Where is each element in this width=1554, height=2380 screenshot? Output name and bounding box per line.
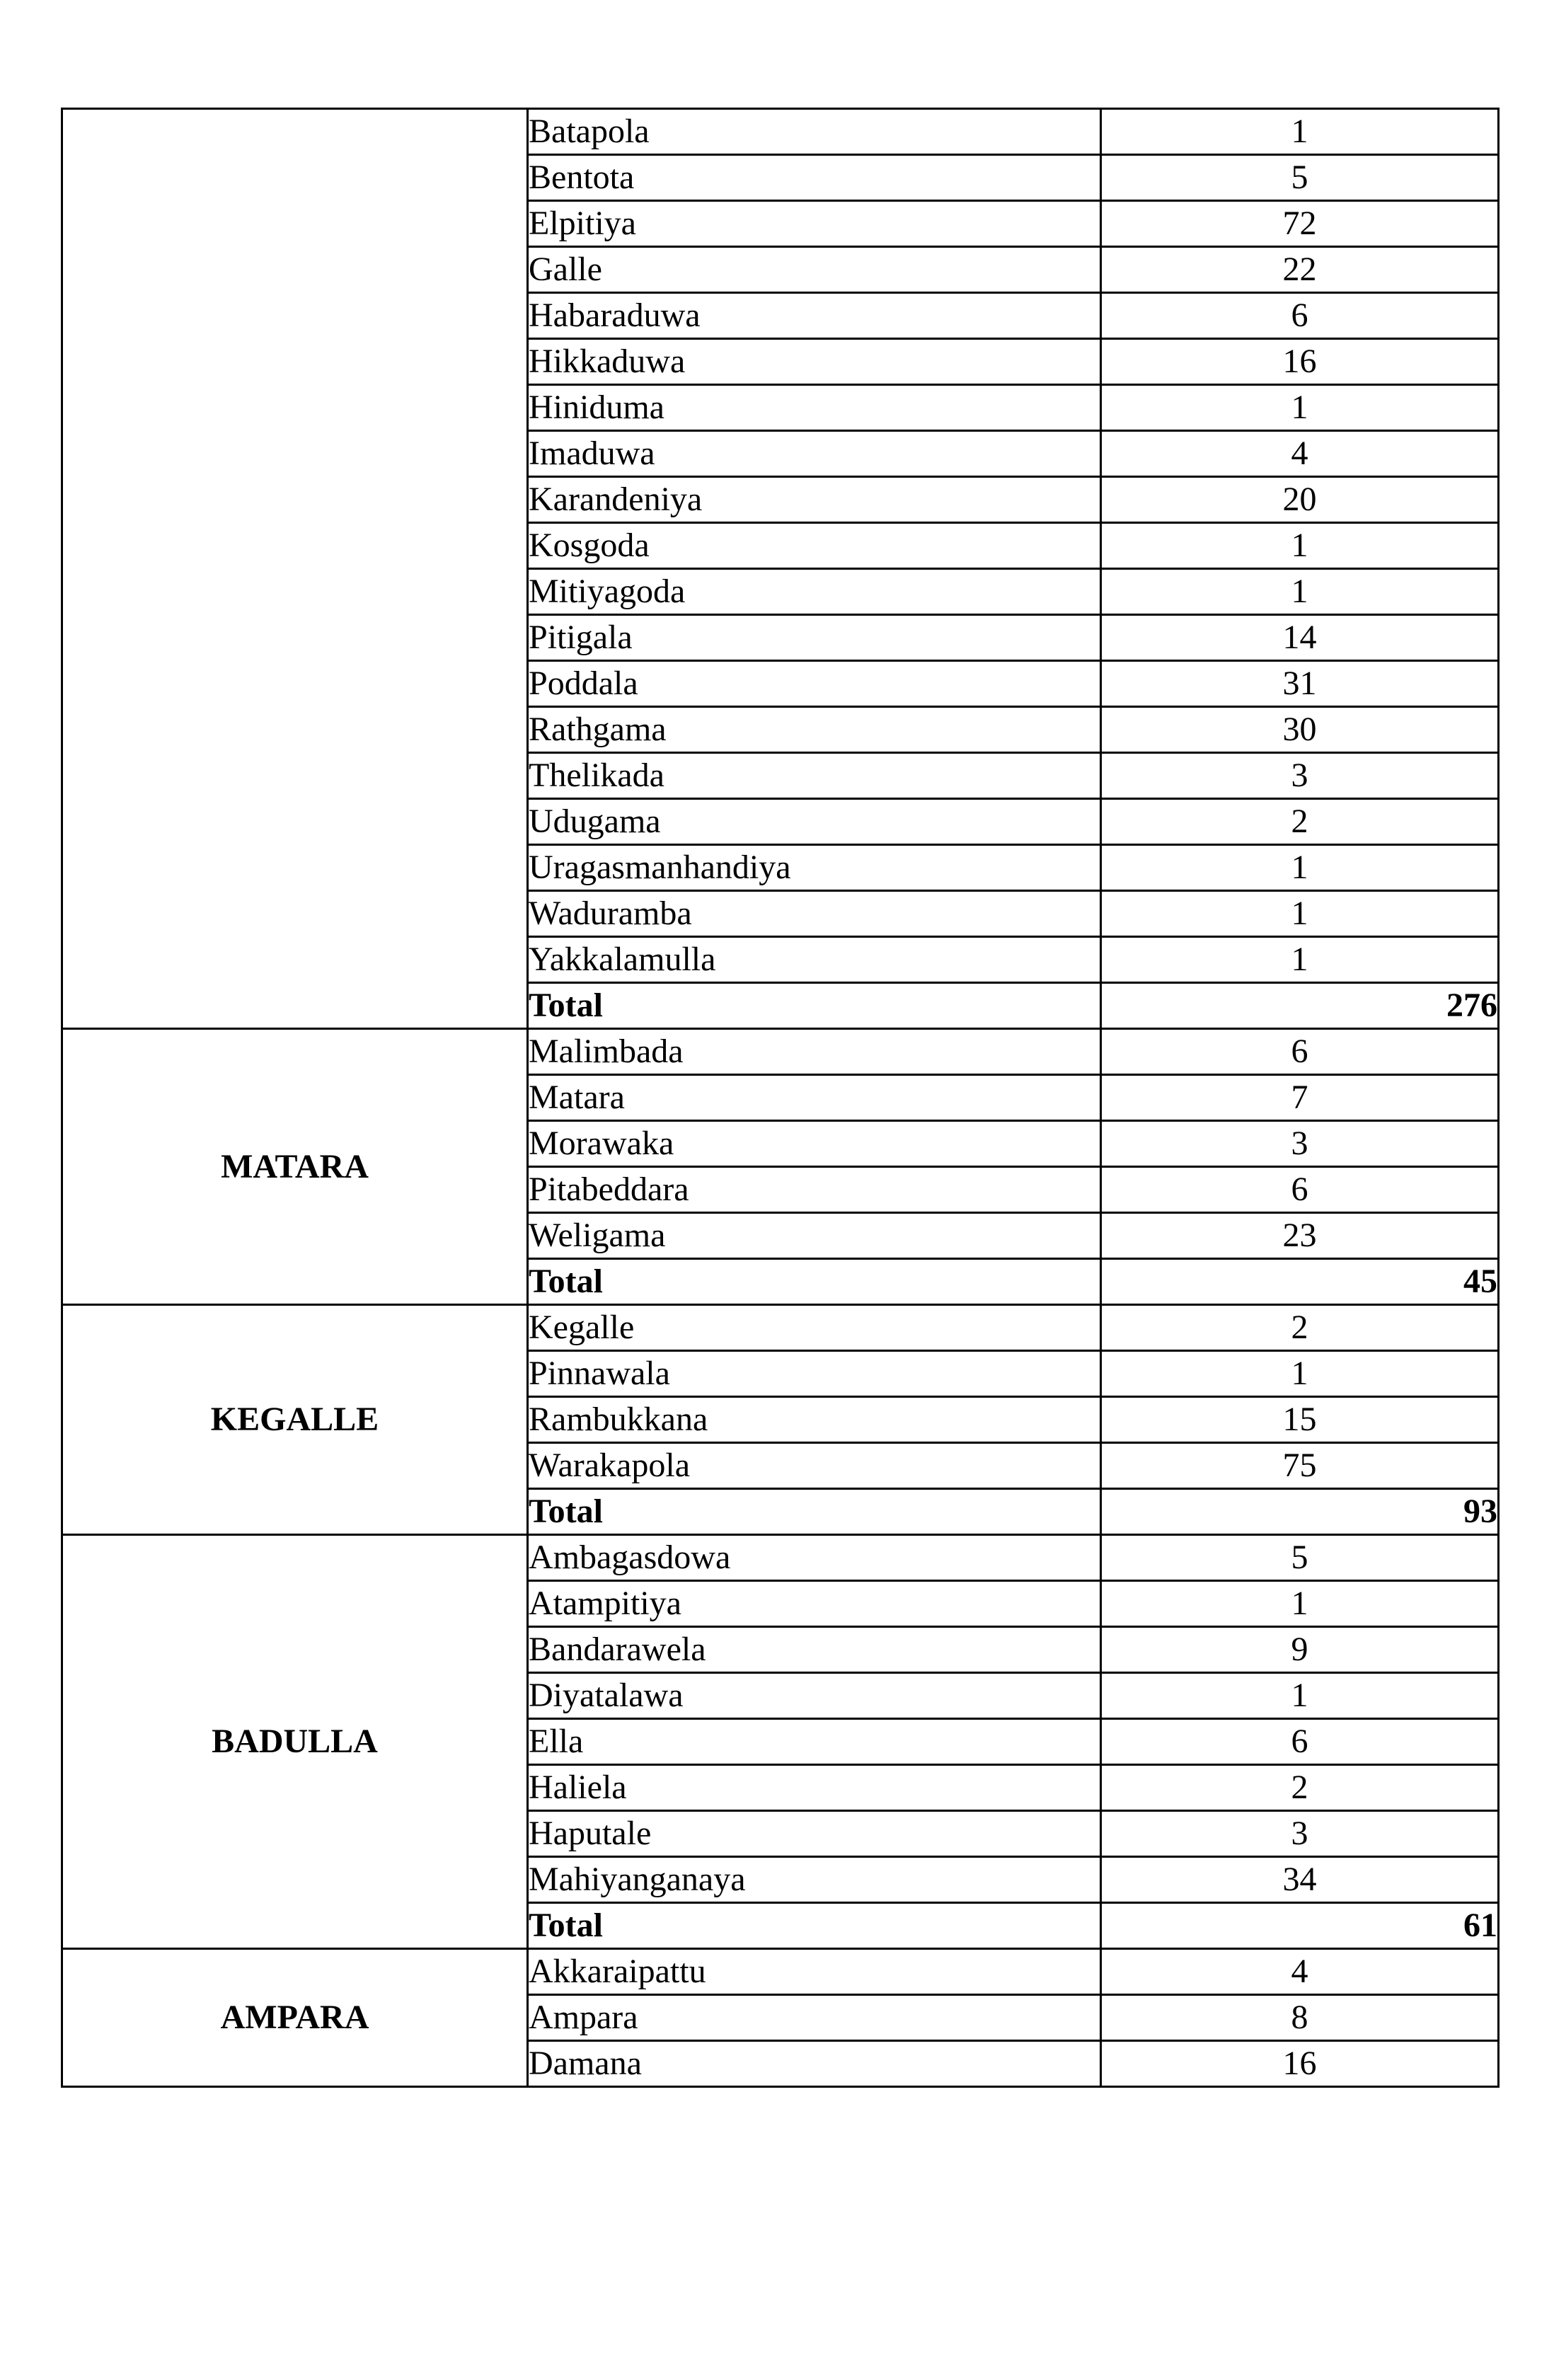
place-cell: Akkaraipattu <box>528 1949 1101 1995</box>
place-cell: Uragasmanhandiya <box>528 845 1101 891</box>
place-cell: Weligama <box>528 1213 1101 1259</box>
district-place-count-table <box>61 108 1500 2088</box>
count-cell: 75 <box>1101 1443 1499 1489</box>
total-value-cell: 61 <box>1101 1903 1499 1949</box>
place-cell: Hiniduma <box>528 385 1101 431</box>
table-row <box>62 1305 1499 1351</box>
table-row <box>62 1029 1499 1075</box>
place-cell: Damana <box>528 2041 1101 2087</box>
count-cell: 1 <box>1101 845 1499 891</box>
count-cell: 1 <box>1101 385 1499 431</box>
place-cell: Ella <box>528 1719 1101 1765</box>
place-cell: Karandeniya <box>528 477 1101 523</box>
count-cell: 34 <box>1101 1857 1499 1903</box>
place-cell: Pinnawala <box>528 1351 1101 1397</box>
place-cell: Habaraduwa <box>528 293 1101 339</box>
place-cell: Mitiyagoda <box>528 569 1101 615</box>
count-cell: 3 <box>1101 753 1499 799</box>
place-cell: Ampara <box>528 1995 1101 2041</box>
place-cell: Matara <box>528 1075 1101 1121</box>
place-cell: Poddala <box>528 661 1101 707</box>
place-cell: Yakkalamulla <box>528 937 1101 983</box>
place-cell: Rathgama <box>528 707 1101 753</box>
count-cell: 1 <box>1101 569 1499 615</box>
place-cell: Kegalle <box>528 1305 1101 1351</box>
count-cell: 4 <box>1101 431 1499 477</box>
count-cell: 16 <box>1101 339 1499 385</box>
place-cell: Morawaka <box>528 1121 1101 1167</box>
district-cell: KEGALLE <box>62 1305 528 1535</box>
total-label-cell: Total <box>528 1489 1101 1535</box>
count-cell: 1 <box>1101 937 1499 983</box>
count-cell: 31 <box>1101 661 1499 707</box>
count-cell: 6 <box>1101 1167 1499 1213</box>
count-cell: 22 <box>1101 247 1499 293</box>
total-value-cell: 93 <box>1101 1489 1499 1535</box>
place-cell: Thelikada <box>528 753 1101 799</box>
table-body <box>62 109 1499 2087</box>
place-cell: Waduramba <box>528 891 1101 937</box>
count-cell: 5 <box>1101 1535 1499 1581</box>
place-cell: Rambukkana <box>528 1397 1101 1443</box>
place-cell: Pitigala <box>528 615 1101 661</box>
count-cell: 14 <box>1101 615 1499 661</box>
district-cell <box>62 109 528 1029</box>
place-cell: Galle <box>528 247 1101 293</box>
place-cell: Warakapola <box>528 1443 1101 1489</box>
count-cell: 1 <box>1101 1673 1499 1719</box>
count-cell: 2 <box>1101 1305 1499 1351</box>
count-cell: 1 <box>1101 1351 1499 1397</box>
place-cell: Udugama <box>528 799 1101 845</box>
place-cell: Mahiyanganaya <box>528 1857 1101 1903</box>
count-cell: 2 <box>1101 1765 1499 1811</box>
count-cell: 6 <box>1101 1029 1499 1075</box>
place-cell: Malimbada <box>528 1029 1101 1075</box>
place-cell: Ambagasdowa <box>528 1535 1101 1581</box>
count-cell: 4 <box>1101 1949 1499 1995</box>
count-cell: 3 <box>1101 1811 1499 1857</box>
count-cell: 5 <box>1101 155 1499 201</box>
place-cell: Haputale <box>528 1811 1101 1857</box>
count-cell: 30 <box>1101 707 1499 753</box>
district-cell: MATARA <box>62 1029 528 1305</box>
total-label-cell: Total <box>528 1903 1101 1949</box>
count-cell: 6 <box>1101 1719 1499 1765</box>
count-cell: 20 <box>1101 477 1499 523</box>
table-row <box>62 1949 1499 1995</box>
place-cell: Elpitiya <box>528 201 1101 247</box>
table-row <box>62 109 1499 155</box>
place-cell: Bandarawela <box>528 1627 1101 1673</box>
place-cell: Batapola <box>528 109 1101 155</box>
count-cell: 3 <box>1101 1121 1499 1167</box>
count-cell: 1 <box>1101 1581 1499 1627</box>
place-cell: Haliela <box>528 1765 1101 1811</box>
total-value-cell: 276 <box>1101 983 1499 1029</box>
place-cell: Pitabeddara <box>528 1167 1101 1213</box>
count-cell: 23 <box>1101 1213 1499 1259</box>
place-cell: Bentota <box>528 155 1101 201</box>
place-cell: Kosgoda <box>528 523 1101 569</box>
count-cell: 8 <box>1101 1995 1499 2041</box>
table-row <box>62 1535 1499 1581</box>
count-cell: 16 <box>1101 2041 1499 2087</box>
count-cell: 15 <box>1101 1397 1499 1443</box>
place-cell: Hikkaduwa <box>528 339 1101 385</box>
count-cell: 7 <box>1101 1075 1499 1121</box>
district-cell: BADULLA <box>62 1535 528 1949</box>
total-label-cell: Total <box>528 983 1101 1029</box>
count-cell: 1 <box>1101 523 1499 569</box>
count-cell: 1 <box>1101 109 1499 155</box>
count-cell: 9 <box>1101 1627 1499 1673</box>
count-cell: 2 <box>1101 799 1499 845</box>
total-value-cell: 45 <box>1101 1259 1499 1305</box>
district-cell: AMPARA <box>62 1949 528 2087</box>
count-cell: 72 <box>1101 201 1499 247</box>
place-cell: Diyatalawa <box>528 1673 1101 1719</box>
count-cell: 6 <box>1101 293 1499 339</box>
place-cell: Atampitiya <box>528 1581 1101 1627</box>
total-label-cell: Total <box>528 1259 1101 1305</box>
count-cell: 1 <box>1101 891 1499 937</box>
place-cell: Imaduwa <box>528 431 1101 477</box>
